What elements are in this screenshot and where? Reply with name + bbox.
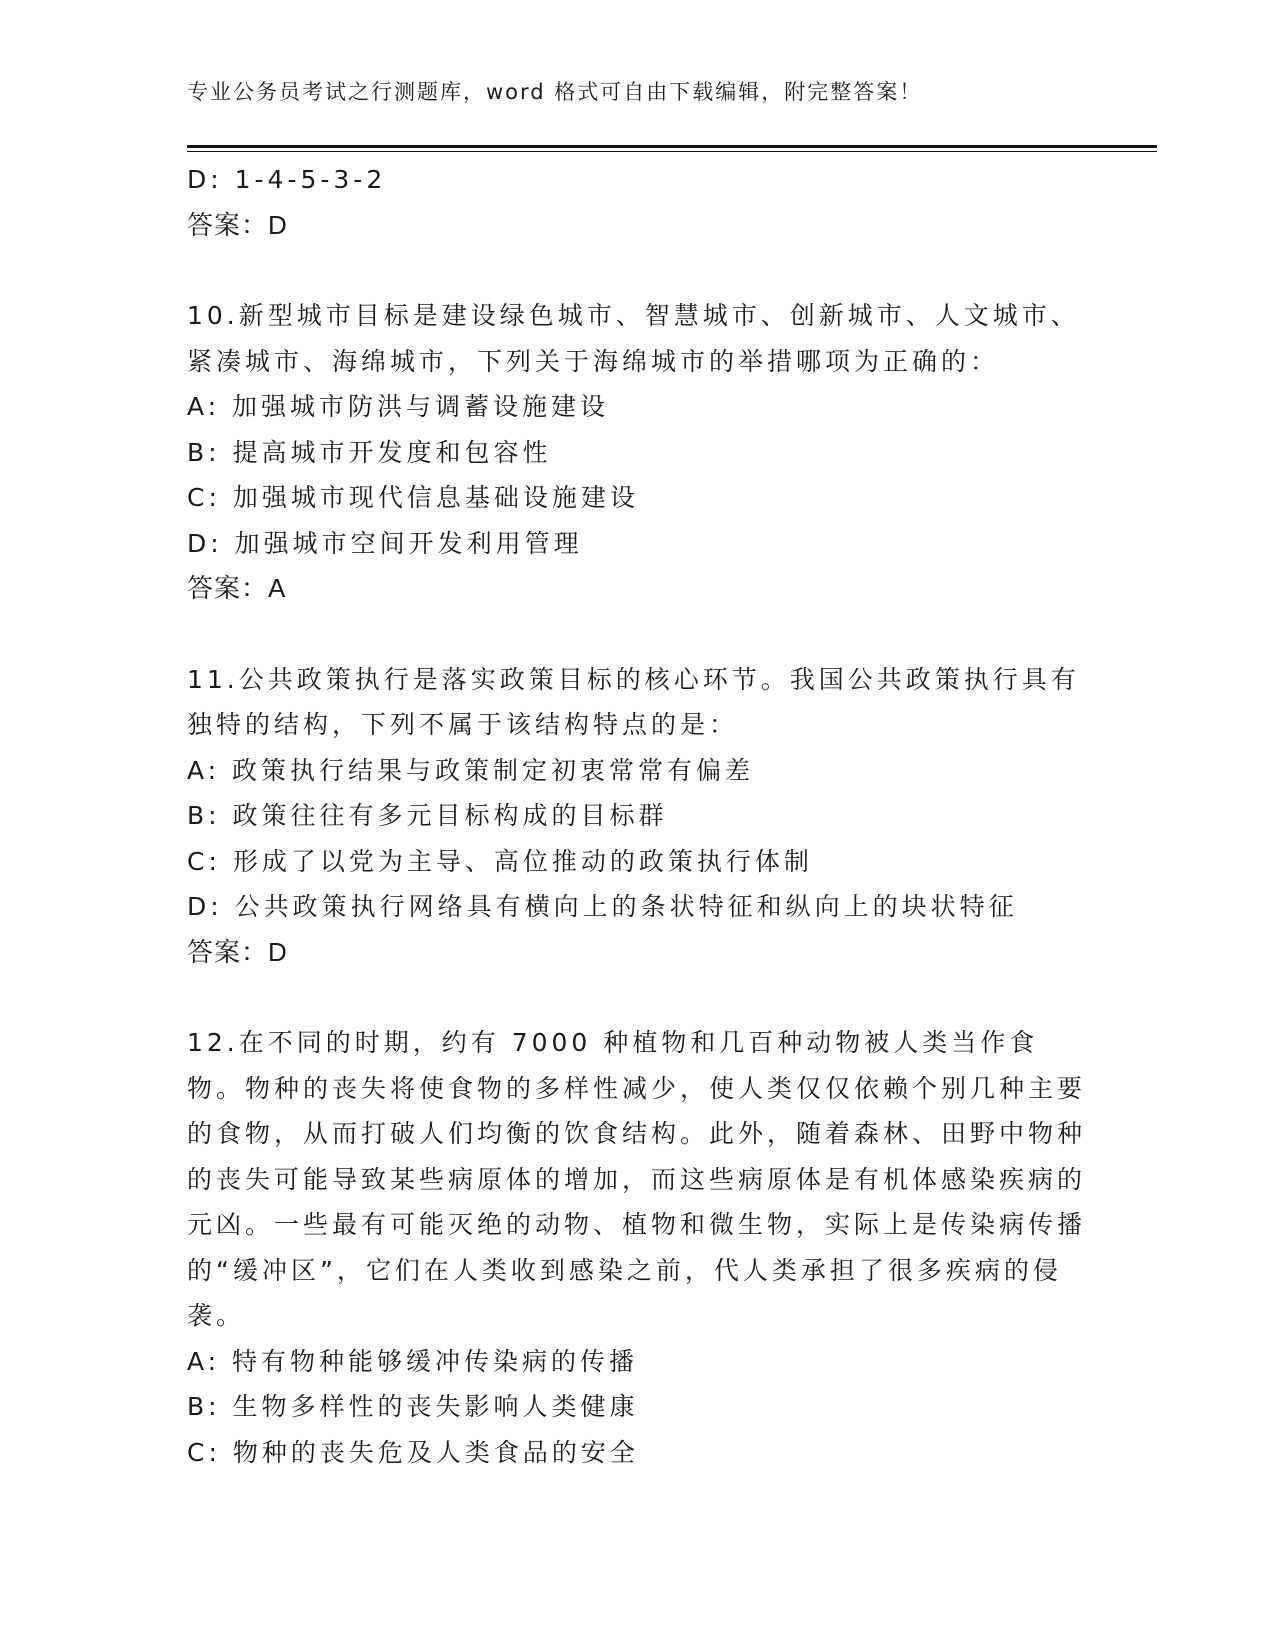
page-header: 专业公务员考试之行测题库，word 格式可自由下载编辑，附完整答案！ bbox=[187, 80, 923, 104]
option-d: D: 1-4-5-3-2 bbox=[187, 165, 387, 194]
question-stem: 12.在不同的时期，约有 7000 种植物和几百种动物被人类当作食物。物种的丧失将使食物的多样性减少，使人类仅仅依赖个别几种主要的食物，从而打破人们均衡的饮食结构。此外，随着森林、田野中物种的丧失可能导致某些病原体的增加，而这些病原体是有机体感染疾病的元凶。一些最有可能灭绝的动物、植物和微生物，实际上是传染病传播的“缓冲区”，它们在人类收到感染之前，代人类承担了很多疾病的侵袭。 bbox=[187, 1028, 1087, 1330]
header-rule-thin bbox=[187, 151, 1157, 152]
option-d: D: 加强城市空间开发利用管理 bbox=[187, 528, 583, 558]
question-stem: 11.公共政策执行是落实政策目标的核心环节。我国公共政策执行具有独特的结构，下列不属于该结构特点的是： bbox=[187, 664, 1080, 739]
answer-line: 答案：D bbox=[187, 936, 288, 967]
previous-question-tail bbox=[187, 157, 1087, 248]
option-d: D: 公共政策执行网络具有横向上的条状特征和纵向上的块状特征 bbox=[187, 892, 1018, 921]
option-c: C: 形成了以党为主导、高位推动的政策执行体制 bbox=[187, 846, 813, 876]
answer-line: 答案：A bbox=[187, 573, 287, 603]
option-c: C: 加强城市现代信息基础设施建设 bbox=[187, 483, 639, 512]
option-c: C: 物种的丧失危及人类食品的安全 bbox=[187, 1437, 639, 1467]
answer-line: 答案：D bbox=[187, 209, 288, 240]
option-b: B: 提高城市开发度和包容性 bbox=[187, 437, 552, 467]
question-10 bbox=[187, 293, 1087, 612]
option-b: B: 生物多样性的丧失影响人类健康 bbox=[187, 1392, 639, 1421]
question-stem: 10.新型城市目标是建设绿色城市、智慧城市、创新城市、人文城市、紧凑城市、海绵城市，下列关于海绵城市的举措哪项为正确的： bbox=[187, 301, 1080, 376]
option-a: A: 加强城市防洪与调蓄设施建设 bbox=[187, 392, 610, 421]
option-a: A: 政策执行结果与政策制定初衷常常有偏差 bbox=[187, 755, 755, 785]
option-a: A: 特有物种能够缓冲传染病的传播 bbox=[187, 1346, 639, 1376]
option-b: B: 政策往往有多元目标构成的目标群 bbox=[187, 801, 668, 830]
document-body bbox=[187, 157, 1087, 1475]
question-12 bbox=[187, 1020, 1087, 1475]
question-11 bbox=[187, 657, 1087, 976]
header-rule-thick bbox=[187, 145, 1157, 148]
